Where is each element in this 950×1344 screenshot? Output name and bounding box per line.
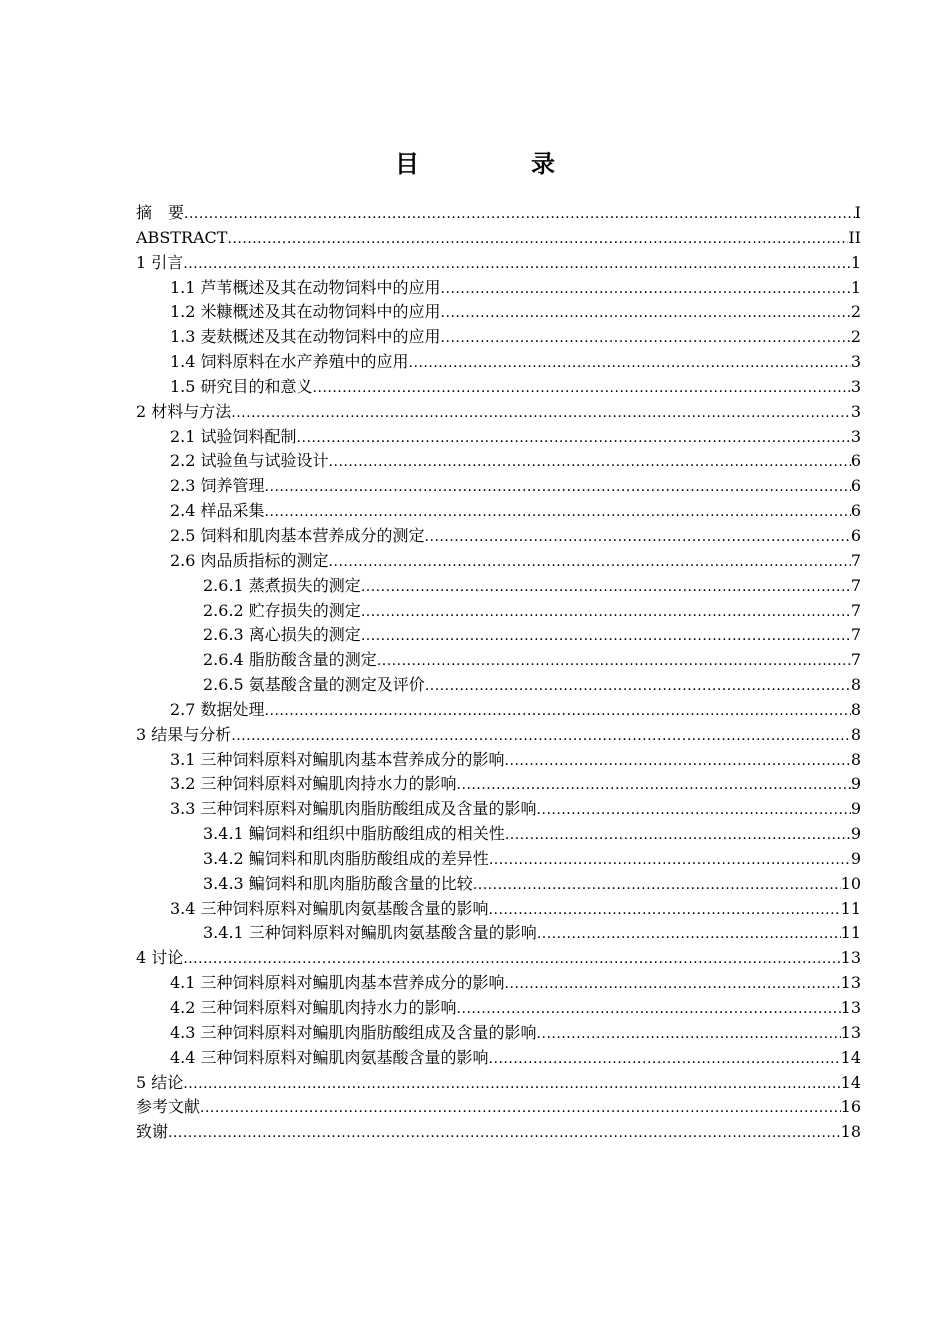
toc-entry[interactable] xyxy=(136,1120,861,1145)
toc-entry-title: 3.4.1 三种饲料原料对鳊肌肉氨基酸含量的影响 xyxy=(203,923,537,943)
toc-dot-leader xyxy=(168,1121,841,1145)
toc-page-number: 6 xyxy=(850,476,861,496)
toc-page-number: 14 xyxy=(840,1047,861,1067)
toc-page-number: 6 xyxy=(850,501,861,521)
toc-dot-leader xyxy=(441,277,851,301)
toc-entry-title: 3.4.3 鳊饲料和肌肉脂肪酸含量的比较 xyxy=(203,873,473,893)
toc-page-number: 2 xyxy=(850,327,861,347)
toc-entry[interactable] xyxy=(136,425,861,450)
toc-page-number: 8 xyxy=(850,724,861,744)
toc-page-number: 2 xyxy=(850,302,861,322)
toc-entry-title: 参考文献 xyxy=(136,1097,201,1117)
toc-dot-leader xyxy=(537,922,841,946)
toc-entry[interactable] xyxy=(136,449,861,474)
toc-dot-leader xyxy=(489,848,851,872)
toc-entry-title: 1.1 芦苇概述及其在动物饲料中的应用 xyxy=(170,277,441,297)
toc-entry-title: 2.6.4 脂肪酸含量的测定 xyxy=(203,650,377,670)
toc-entry[interactable] xyxy=(136,549,861,574)
toc-page-number: 9 xyxy=(850,824,861,844)
toc-entry-title: 2.2 试验鱼与试验设计 xyxy=(170,451,329,471)
toc-page-number: 7 xyxy=(850,625,861,645)
toc-entry[interactable] xyxy=(136,1046,861,1071)
toc-dot-leader xyxy=(505,823,851,847)
toc-entry[interactable] xyxy=(136,822,861,847)
toc-page-number: 9 xyxy=(850,848,861,868)
toc-entry[interactable] xyxy=(136,971,861,996)
toc-entry[interactable] xyxy=(136,748,861,773)
toc-entry[interactable] xyxy=(136,847,861,872)
toc-entry[interactable] xyxy=(136,872,861,897)
toc-page-number: 3 xyxy=(850,376,861,396)
toc-dot-leader xyxy=(489,1047,841,1071)
toc-page-number: 1 xyxy=(850,277,861,297)
toc-entry-title: 3.4.1 鳊饲料和组织中脂肪酸组成的相关性 xyxy=(203,824,505,844)
toc-dot-leader xyxy=(297,426,851,450)
toc-entry-title: 5 结论 xyxy=(136,1072,184,1092)
toc-entry-title: 1.5 研究目的和意义 xyxy=(170,376,313,396)
toc-dot-leader xyxy=(473,873,841,897)
page-title: 目 录 xyxy=(395,150,599,178)
toc-dot-leader xyxy=(183,947,840,971)
toc-entry-title: 4.2 三种饲料原料对鳊肌肉持水力的影响 xyxy=(170,998,457,1017)
toc-page-number: 13 xyxy=(840,973,861,993)
table-of-contents xyxy=(136,201,861,1145)
toc-entry-title: 3.4 三种饲料原料对鳊肌肉氨基酸含量的影响 xyxy=(170,898,489,918)
toc-page-number: 11 xyxy=(840,898,861,918)
toc-entry[interactable] xyxy=(136,375,861,400)
toc-entry-title: 3.2 三种饲料原料对鳊肌肉持水力的影响 xyxy=(170,774,457,794)
toc-entry[interactable] xyxy=(136,599,861,624)
toc-entry-title: 2 材料与方法 xyxy=(136,401,232,421)
toc-page-number: 16 xyxy=(840,1097,861,1117)
toc-dot-leader xyxy=(489,898,841,922)
toc-entry[interactable] xyxy=(136,300,861,325)
toc-dot-leader xyxy=(361,575,851,599)
toc-dot-leader xyxy=(200,1096,841,1120)
toc-entry-title: ABSTRACT xyxy=(136,227,228,247)
toc-dot-leader xyxy=(425,674,851,698)
toc-entry[interactable] xyxy=(136,797,861,822)
toc-page-number: I xyxy=(854,203,861,222)
toc-dot-leader xyxy=(505,749,851,773)
toc-dot-leader xyxy=(409,351,851,375)
toc-page-number: 8 xyxy=(850,749,861,769)
toc-entry[interactable] xyxy=(136,226,861,251)
toc-page-number: 8 xyxy=(850,699,861,719)
toc-dot-leader xyxy=(183,1072,840,1096)
toc-entry[interactable] xyxy=(136,897,861,922)
toc-page-number: 10 xyxy=(840,873,861,893)
toc-entry-title: 1.4 饲料原料在水产养殖中的应用 xyxy=(170,352,409,372)
toc-page-number: 11 xyxy=(840,923,861,943)
toc-entry[interactable] xyxy=(136,623,861,648)
toc-entry-title: 2.6 肉品质指标的测定 xyxy=(170,550,329,570)
toc-entry[interactable] xyxy=(136,921,861,946)
toc-entry[interactable] xyxy=(136,723,861,748)
toc-page-number: 7 xyxy=(850,600,861,620)
toc-entry-title: 1.3 麦麸概述及其在动物饲料中的应用 xyxy=(170,327,441,347)
toc-entry[interactable] xyxy=(136,201,861,226)
toc-dot-leader xyxy=(505,972,841,996)
toc-page-number: 8 xyxy=(850,675,861,695)
toc-entry[interactable] xyxy=(136,946,861,971)
toc-entry[interactable] xyxy=(136,400,861,425)
toc-dot-leader xyxy=(265,699,851,723)
toc-dot-leader xyxy=(184,202,855,226)
toc-entry-title: 2.3 饲养管理 xyxy=(170,476,265,496)
toc-dot-leader xyxy=(537,798,851,822)
toc-entry-title: 3 结果与分析 xyxy=(136,724,232,744)
toc-dot-leader xyxy=(441,301,851,325)
toc-entry-title: 4 讨论 xyxy=(136,948,184,968)
toc-entry[interactable] xyxy=(136,1071,861,1096)
toc-dot-leader xyxy=(265,475,851,499)
toc-entry-title: 2.6.5 氨基酸含量的测定及评价 xyxy=(203,675,425,695)
toc-page-number: II xyxy=(848,227,861,247)
toc-entry[interactable] xyxy=(136,772,861,797)
toc-entry[interactable] xyxy=(136,276,861,301)
toc-dot-leader xyxy=(537,1022,841,1046)
toc-dot-leader xyxy=(313,376,851,400)
toc-entry-title: 2.4 样品采集 xyxy=(170,501,265,521)
toc-page-number: 7 xyxy=(850,650,861,670)
toc-entry[interactable] xyxy=(136,1095,861,1120)
toc-page-number: 7 xyxy=(850,575,861,595)
toc-entry-title: 3.1 三种饲料原料对鳊肌肉基本营养成分的影响 xyxy=(170,749,505,769)
toc-dot-leader xyxy=(377,649,851,673)
toc-entry[interactable] xyxy=(136,474,861,499)
toc-entry-title: 2.1 试验饲料配制 xyxy=(170,426,297,446)
toc-page-number: 1 xyxy=(850,252,861,272)
toc-page-number: 9 xyxy=(850,774,861,794)
toc-dot-leader xyxy=(457,773,851,797)
toc-entry[interactable] xyxy=(136,996,861,1021)
toc-dot-leader xyxy=(329,450,851,474)
toc-entry-title: 4.4 三种饲料原料对鳊肌肉氨基酸含量的影响 xyxy=(170,1047,489,1067)
toc-entry[interactable] xyxy=(136,499,861,524)
toc-page-number: 3 xyxy=(850,401,861,421)
toc-entry-title: 2.6.3 离心损失的测定 xyxy=(203,625,361,645)
toc-dot-leader xyxy=(329,550,851,574)
toc-entry[interactable] xyxy=(136,251,861,276)
toc-dot-leader xyxy=(265,500,851,524)
toc-entry-title: 2.6.1 蒸煮损失的测定 xyxy=(203,575,361,595)
toc-dot-leader xyxy=(361,600,851,624)
toc-dot-leader xyxy=(227,227,848,251)
toc-page-number: 18 xyxy=(840,1122,861,1142)
toc-page-number: 6 xyxy=(850,525,861,545)
toc-entry-title: 1.2 米糠概述及其在动物饲料中的应用 xyxy=(170,302,441,322)
toc-page-number: 13 xyxy=(840,1022,861,1042)
toc-entry[interactable] xyxy=(136,673,861,698)
toc-page-number: 13 xyxy=(840,948,861,968)
toc-entry[interactable] xyxy=(136,350,861,375)
toc-entry-title: 摘 要 xyxy=(136,203,185,222)
toc-page-number: 3 xyxy=(850,426,861,446)
toc-page-number: 6 xyxy=(850,451,861,471)
toc-entry[interactable] xyxy=(136,524,861,549)
toc-entry-title: 2.7 数据处理 xyxy=(170,699,265,719)
toc-dot-leader xyxy=(441,326,851,350)
toc-page-number: 13 xyxy=(840,998,861,1017)
toc-page-number: 7 xyxy=(850,550,861,570)
toc-dot-leader xyxy=(425,525,851,549)
toc-entry-title: 致谢 xyxy=(136,1122,169,1142)
toc-entry-title: 4.1 三种饲料原料对鳊肌肉基本营养成分的影响 xyxy=(170,973,505,993)
toc-dot-leader xyxy=(361,624,851,648)
toc-entry-title: 1 引言 xyxy=(136,252,184,272)
toc-entry-title: 3.3 三种饲料原料对鳊肌肉脂肪酸组成及含量的影响 xyxy=(170,799,537,819)
toc-entry-title: 4.3 三种饲料原料对鳊肌肉脂肪酸组成及含量的影响 xyxy=(170,1022,537,1042)
toc-entry-title: 2.6.2 贮存损失的测定 xyxy=(203,600,361,620)
toc-page-number: 3 xyxy=(850,352,861,372)
toc-page-number: 9 xyxy=(850,799,861,819)
toc-entry[interactable] xyxy=(136,648,861,673)
toc-entry[interactable] xyxy=(136,1021,861,1046)
toc-entry[interactable] xyxy=(136,325,861,350)
toc-dot-leader xyxy=(457,997,841,1021)
toc-dot-leader xyxy=(183,252,851,276)
toc-page-number: 14 xyxy=(840,1072,861,1092)
toc-entry[interactable] xyxy=(136,698,861,723)
toc-entry-title: 2.5 饲料和肌肉基本营养成分的测定 xyxy=(170,525,425,545)
toc-entry-title: 3.4.2 鳊饲料和肌肉脂肪酸组成的差异性 xyxy=(203,848,489,868)
toc-dot-leader xyxy=(231,724,851,748)
toc-entry[interactable] xyxy=(136,574,861,599)
toc-dot-leader xyxy=(231,401,851,425)
